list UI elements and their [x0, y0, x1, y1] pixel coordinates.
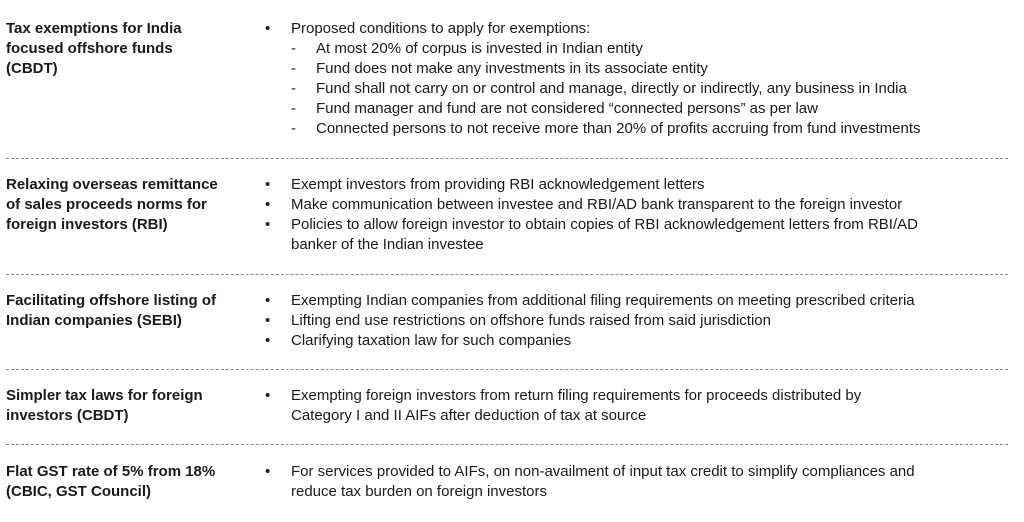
bullet-text: Exempting foreign investors from return filing requirements for proceeds distributed by [291, 387, 862, 404]
bullet-text: Exempting Indian companies from additional filing requirements on meeting prescribed criteria [291, 292, 915, 309]
bullet-marker: • [265, 20, 271, 37]
dashed-divider [6, 158, 1008, 159]
bullet-item [265, 311, 1015, 331]
section-title-line: foreign investors (RBI) [6, 216, 168, 233]
bullet-item [265, 195, 1015, 215]
dash-marker: - [291, 60, 296, 77]
dashed-divider [6, 274, 1008, 275]
bullet-continuation [265, 235, 1015, 255]
bullet-marker: • [265, 196, 271, 213]
sub-bullet-text: Fund does not make any investments in its associate entity [316, 60, 708, 77]
sub-bullet-item [265, 39, 1015, 59]
section-content-simpler-tax-laws [265, 386, 1015, 426]
bullet-marker: • [265, 312, 271, 329]
section-content-offshore-listing [265, 291, 1015, 351]
section-content-overseas-remittance [265, 175, 1015, 255]
bullet-text: reduce tax burden on foreign investors [291, 483, 547, 500]
bullet-item [265, 331, 1015, 351]
dash-marker: - [291, 80, 296, 97]
dashed-divider [6, 444, 1008, 445]
dash-marker: - [291, 40, 296, 57]
sub-bullet-text: Fund shall not carry on or control and manage, directly or indirectly, any business in India [316, 80, 907, 97]
bullet-item [265, 386, 1015, 406]
sub-bullet-item [265, 79, 1015, 99]
bullet-text: Category I and II AIFs after deduction of tax at source [291, 407, 647, 424]
bullet-text: For services provided to AIFs, on non-availment of input tax credit to simplify compliances and [291, 463, 915, 480]
section-title-line: (CBDT) [6, 60, 58, 77]
sub-bullet-text: Connected persons to not receive more than 20% of profits accruing from fund investments [316, 120, 921, 137]
dash-marker: - [291, 100, 296, 117]
bullet-marker: • [265, 463, 271, 480]
bullet-text: Proposed conditions to apply for exemptions: [291, 20, 591, 37]
section-title-line: Simpler tax laws for foreign [6, 387, 203, 404]
bullet-item [265, 215, 1015, 235]
section-content-tax-exemptions [265, 19, 1015, 139]
bullet-item [265, 19, 1015, 39]
sub-bullet-item [265, 119, 1015, 139]
dashed-divider [6, 369, 1008, 370]
sub-bullet-text: Fund manager and fund are not considered “connected persons” as per law [316, 100, 818, 117]
bullet-marker: • [265, 387, 271, 404]
section-title-line: of sales proceeds norms for [6, 196, 207, 213]
section-title-offshore-listing [6, 291, 256, 331]
section-title-line: focused offshore funds [6, 40, 173, 57]
bullet-text: Policies to allow foreign investor to obtain copies of RBI acknowledgement letters from RBI/AD [291, 216, 918, 233]
section-title-line: Tax exemptions for India [6, 20, 182, 37]
section-title-line: Relaxing overseas remittance [6, 176, 218, 193]
bullet-text: Exempt investors from providing RBI acknowledgement letters [291, 176, 705, 193]
bullet-marker: • [265, 216, 271, 233]
bullet-marker: • [265, 292, 271, 309]
bullet-marker: • [265, 176, 271, 193]
section-title-line: Facilitating offshore listing of [6, 292, 216, 309]
section-title-overseas-remittance [6, 175, 256, 235]
section-title-tax-exemptions [6, 19, 256, 79]
sub-bullet-item [265, 59, 1015, 79]
bullet-continuation [265, 406, 1015, 426]
section-title-flat-gst [6, 462, 256, 502]
dash-marker: - [291, 120, 296, 137]
bullet-item [265, 462, 1015, 482]
sub-bullet-item [265, 99, 1015, 119]
section-title-line: Indian companies (SEBI) [6, 312, 182, 329]
bullet-continuation [265, 482, 1015, 502]
bullet-marker: • [265, 332, 271, 349]
section-content-flat-gst [265, 462, 1015, 502]
bullet-text: Clarifying taxation law for such companies [291, 332, 572, 349]
section-title-line: (CBIC, GST Council) [6, 483, 151, 500]
bullet-text: banker of the Indian investee [291, 236, 484, 253]
section-title-line: Flat GST rate of 5% from 18% [6, 463, 216, 480]
bullet-item [265, 175, 1015, 195]
bullet-text: Lifting end use restrictions on offshore funds raised from said jurisdiction [291, 312, 771, 329]
section-title-simpler-tax-laws [6, 386, 256, 426]
bullet-item [265, 291, 1015, 311]
section-title-line: investors (CBDT) [6, 407, 129, 424]
bullet-text: Make communication between investee and RBI/AD bank transparent to the foreign investor [291, 196, 903, 213]
sub-bullet-text: At most 20% of corpus is invested in Indian entity [316, 40, 643, 57]
